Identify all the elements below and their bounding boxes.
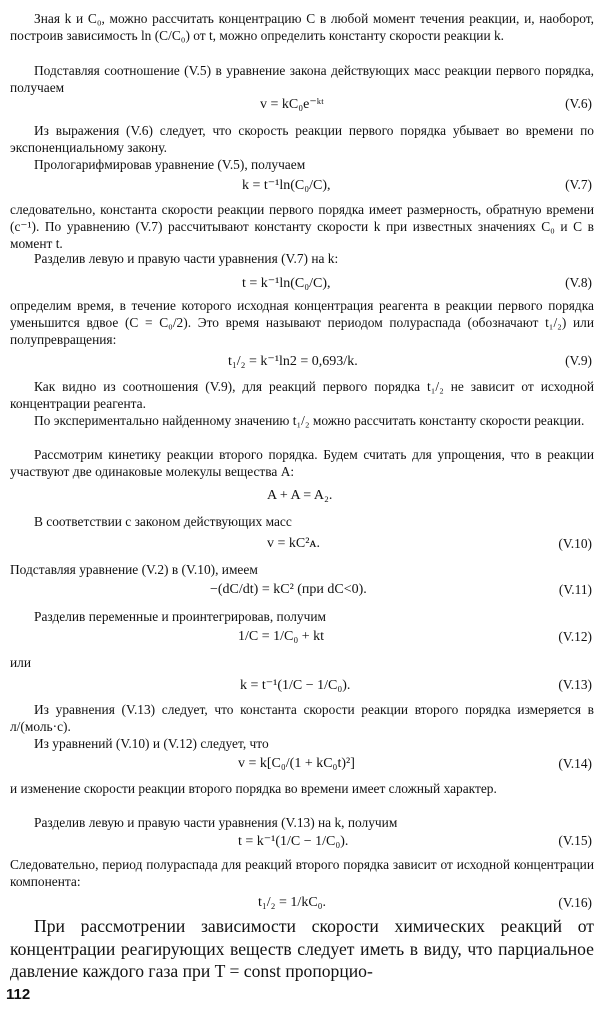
equation-v7 [10, 177, 594, 197]
equation-v12 [10, 629, 594, 649]
equation-v14 [10, 756, 594, 776]
equation-number: (V.15) [558, 833, 592, 848]
equation-number: (V.10) [558, 536, 592, 551]
equation-v9 [10, 353, 594, 373]
paragraph-experimental: По экспериментально найденному значению t₁/₂ можно рассчитать константу скорости реакции. [34, 413, 585, 428]
paragraph-integrate: Разделив переменные и проинтегрировав, получим [34, 609, 326, 624]
paragraph-substitute-v2: Подставляя уравнение (V.2) в (V.10), имеем [10, 562, 258, 577]
equation-formula: t₁/₂ = k⁻¹ln2 = 0,693/k. [228, 354, 358, 369]
equation-number: (V.12) [558, 629, 592, 644]
equation-formula: A + A = A₂. [267, 488, 333, 503]
paragraph-complex: и изменение скорости реакции второго порядка во времени имеет сложный характер. [10, 781, 497, 796]
paragraph-exponential: Из выражения (V.6) следует, что скорость реакции первого порядка убывает во времени по экспоненциальному закону. [10, 123, 594, 155]
paragraph-divide: Разделив левую и правую части уравнения (V.7) на k: [34, 251, 339, 266]
equation-formula: v = kC²ᴀ. [267, 536, 320, 551]
equation-reaction [10, 488, 594, 508]
equation-v16 [10, 895, 594, 915]
paragraph-half-life: определим время, в течение которого исходная концентрация реагента в реакции первого порядка уменьшится вдвое (C = C₀/2). Это время называют периодом полураспада (обозначают t₁/₂) или полупревращения: [10, 298, 594, 347]
equation-v8 [10, 275, 594, 295]
equation-formula: k = t⁻¹(1/C − 1/C₀). [240, 678, 351, 693]
equation-number: (V.11) [558, 582, 592, 597]
equation-v11 [10, 582, 594, 602]
equation-v10 [10, 536, 594, 556]
paragraph-dimension: следовательно, константа скорости реакции первого порядка имеет размерность, обратную времени (c⁻¹). По уравнению (V.7) рассчитывают константу скорости k при известных значениях C₀ и C в момент t. [10, 202, 594, 251]
equation-number: (V.16) [558, 895, 592, 910]
page-number: 112 [6, 986, 31, 1003]
equation-v6 [10, 96, 594, 116]
paragraph-log: Прологарифмировав уравнение (V.5), получаем [34, 157, 306, 172]
paragraph-substitution: Подставляя соотношение (V.5) в уравнение закона действующих масс реакции первого порядка, получаем [10, 63, 594, 95]
paragraph-partial-pressure: При рассмотрении зависимости скорости химических реакций от концентрации реагирующих веществ следует иметь в виду, что парциальное давление каждого газа при T = const пропорцио- [10, 916, 594, 982]
equation-number: (V.9) [565, 353, 592, 368]
paragraph-second-order: Рассмотрим кинетику реакции второго порядка. Будем считать для упрощения, что в реакции участвуют две одинаковые молекулы вещества A: [10, 447, 594, 479]
paragraph-or: или [10, 655, 32, 670]
equation-v13 [10, 677, 594, 697]
equation-formula: −(dC/dt) = kC² (при dC<0). [210, 582, 367, 597]
paragraph-intro: Зная k и C₀, можно рассчитать концентрацию C в любой момент течения реакции, и, наоборот, построив зависимость ln (C/C₀) от t, можно определить константу скорости реакции k. [10, 11, 594, 43]
paragraph-mass-action: В соответствии с законом действующих масс [34, 514, 292, 529]
equation-formula: t = k⁻¹(1/C − 1/C₀). [238, 834, 349, 849]
equation-formula: t = k⁻¹ln(C₀/C), [242, 276, 331, 291]
equation-formula: t₁/₂ = 1/kC₀. [258, 895, 327, 910]
paragraph-units: Из уравнения (V.13) следует, что константа скорости реакции второго порядка измеряется в л/(моль·с). [10, 702, 594, 734]
equation-number: (V.14) [558, 756, 592, 771]
equation-number: (V.8) [565, 275, 592, 290]
equation-number: (V.7) [565, 177, 592, 192]
equation-v15 [10, 833, 594, 853]
equation-formula: 1/C = 1/C₀ + kt [238, 629, 325, 644]
equation-number: (V.6) [565, 96, 592, 111]
equation-number: (V.13) [558, 677, 592, 692]
paragraph-divide-v13: Разделив левую и правую части уравнения (V.13) на k, получим [34, 815, 398, 830]
paragraph-consequently: Следовательно, период полураспада для реакций второго порядка зависит от исходной концентрации компонента: [10, 857, 594, 889]
equation-formula: v = k[C₀/(1 + kC₀t)²] [238, 756, 355, 771]
equation-formula: k = t⁻¹ln(C₀/C), [242, 178, 331, 193]
paragraph-from-equations: Из уравнений (V.10) и (V.12) следует, что [34, 736, 269, 751]
paragraph-independence: Как видно из соотношения (V.9), для реакций первого порядка t₁/₂ не зависит от исходной концентрации реагента. [10, 379, 594, 411]
equation-formula: v = kC₀e⁻ᵏᵗ [260, 97, 324, 112]
